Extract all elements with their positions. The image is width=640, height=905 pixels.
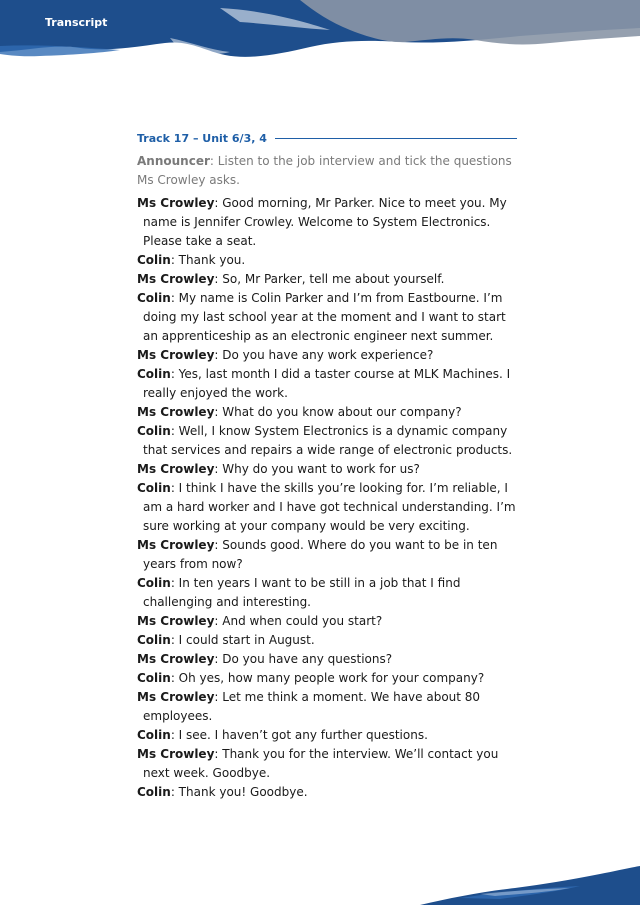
line-text: : Sounds good. Where do you want to be in ten years from now? xyxy=(143,538,498,571)
speaker-name: Colin xyxy=(137,785,171,799)
speaker-name: Ms Crowley xyxy=(137,196,215,210)
speaker-name: Ms Crowley xyxy=(137,690,215,704)
speaker-name: Colin xyxy=(137,367,171,381)
line-text: : And when could you start? xyxy=(214,614,383,628)
transcript-content xyxy=(137,129,517,802)
line-text: : I think I have the skills you’re looking for. I’m reliable, I am a hard worker and I have got technical understanding. I’m sure working at your company would be very exciting. xyxy=(143,481,516,533)
dialogue-line xyxy=(137,745,517,783)
line-text: : Thank you for the interview. We’ll contact you next week. Goodbye. xyxy=(143,747,499,780)
speaker-name: Ms Crowley xyxy=(137,614,215,628)
line-text: : I could start in August. xyxy=(170,633,315,647)
line-text: : Thank you. xyxy=(170,253,246,267)
dialogue-line xyxy=(137,574,517,612)
speaker-name: Ms Crowley xyxy=(137,538,215,552)
section-label: Transcript xyxy=(45,16,108,29)
line-text: : Yes, last month I did a taster course at MLK Machines. I really enjoyed the work. xyxy=(143,367,511,400)
speaker-name: Colin xyxy=(137,424,171,438)
speaker-name: Announcer xyxy=(137,154,210,168)
speaker-name: Colin xyxy=(137,253,171,267)
line-text: : I see. I haven’t got any further questions. xyxy=(170,728,428,742)
speaker-name: Colin xyxy=(137,633,171,647)
dialogue-line xyxy=(137,726,517,745)
track-heading xyxy=(137,129,517,148)
line-text: : Oh yes, how many people work for your company? xyxy=(170,671,485,685)
line-text: : Do you have any work experience? xyxy=(214,348,434,362)
dialogue-line xyxy=(137,460,517,479)
dialogue-line xyxy=(137,289,517,346)
speaker-name: Colin xyxy=(137,291,171,305)
dialogue-line xyxy=(137,251,517,270)
line-text: : Good morning, Mr Parker. Nice to meet you. My name is Jennifer Crowley. Welcome to System Electronics. Please take a seat. xyxy=(143,196,507,248)
line-text: : So, Mr Parker, tell me about yourself. xyxy=(214,272,445,286)
speaker-name: Ms Crowley xyxy=(137,747,215,761)
line-text: : Well, I know System Electronics is a dynamic company that services and repairs a wide range of electronic products. xyxy=(143,424,513,457)
dialogue-line xyxy=(137,479,517,536)
speaker-name: Ms Crowley xyxy=(137,652,215,666)
speaker-name: Ms Crowley xyxy=(137,462,215,476)
dialogue-line xyxy=(137,365,517,403)
dialogue-line xyxy=(137,403,517,422)
speaker-name: Colin xyxy=(137,728,171,742)
dialogue-line xyxy=(137,650,517,669)
line-text: : Listen to the job interview and tick the questions Ms Crowley asks. xyxy=(137,154,512,187)
announcer-line xyxy=(137,152,517,190)
line-text: : What do you know about our company? xyxy=(214,405,462,419)
line-text: : Why do you want to work for us? xyxy=(214,462,420,476)
heading-rule xyxy=(275,138,517,139)
dialogue-line xyxy=(137,422,517,460)
dialogue-line xyxy=(137,669,517,688)
speaker-name: Colin xyxy=(137,576,171,590)
dialogue-line xyxy=(137,631,517,650)
dialogue-line xyxy=(137,536,517,574)
speaker-name: Ms Crowley xyxy=(137,272,215,286)
speaker-name: Ms Crowley xyxy=(137,348,215,362)
line-text: : In ten years I want to be still in a job that I find challenging and interesting. xyxy=(143,576,461,609)
dialogue-line xyxy=(137,783,517,802)
dialogue-line xyxy=(137,612,517,631)
dialogue-line xyxy=(137,346,517,365)
dialogue-line xyxy=(137,194,517,251)
speaker-name: Colin xyxy=(137,481,171,495)
line-text: : Thank you! Goodbye. xyxy=(170,785,308,799)
dialogue-line xyxy=(137,688,517,726)
dialogue xyxy=(137,194,517,802)
dialogue-line xyxy=(137,270,517,289)
footer-brush-art xyxy=(420,858,640,905)
line-text: : My name is Colin Parker and I’m from Eastbourne. I’m doing my last school year at the moment and I want to start an apprenticeship as an electronic engineer next summer. xyxy=(143,291,506,343)
line-text: : Do you have any questions? xyxy=(214,652,393,666)
header-banner xyxy=(0,0,640,80)
speaker-name: Ms Crowley xyxy=(137,405,215,419)
speaker-name: Colin xyxy=(137,671,171,685)
track-title: Track 17 – Unit 6/3, 4 xyxy=(137,132,267,145)
line-text: : Let me think a moment. We have about 80 employees. xyxy=(143,690,481,723)
